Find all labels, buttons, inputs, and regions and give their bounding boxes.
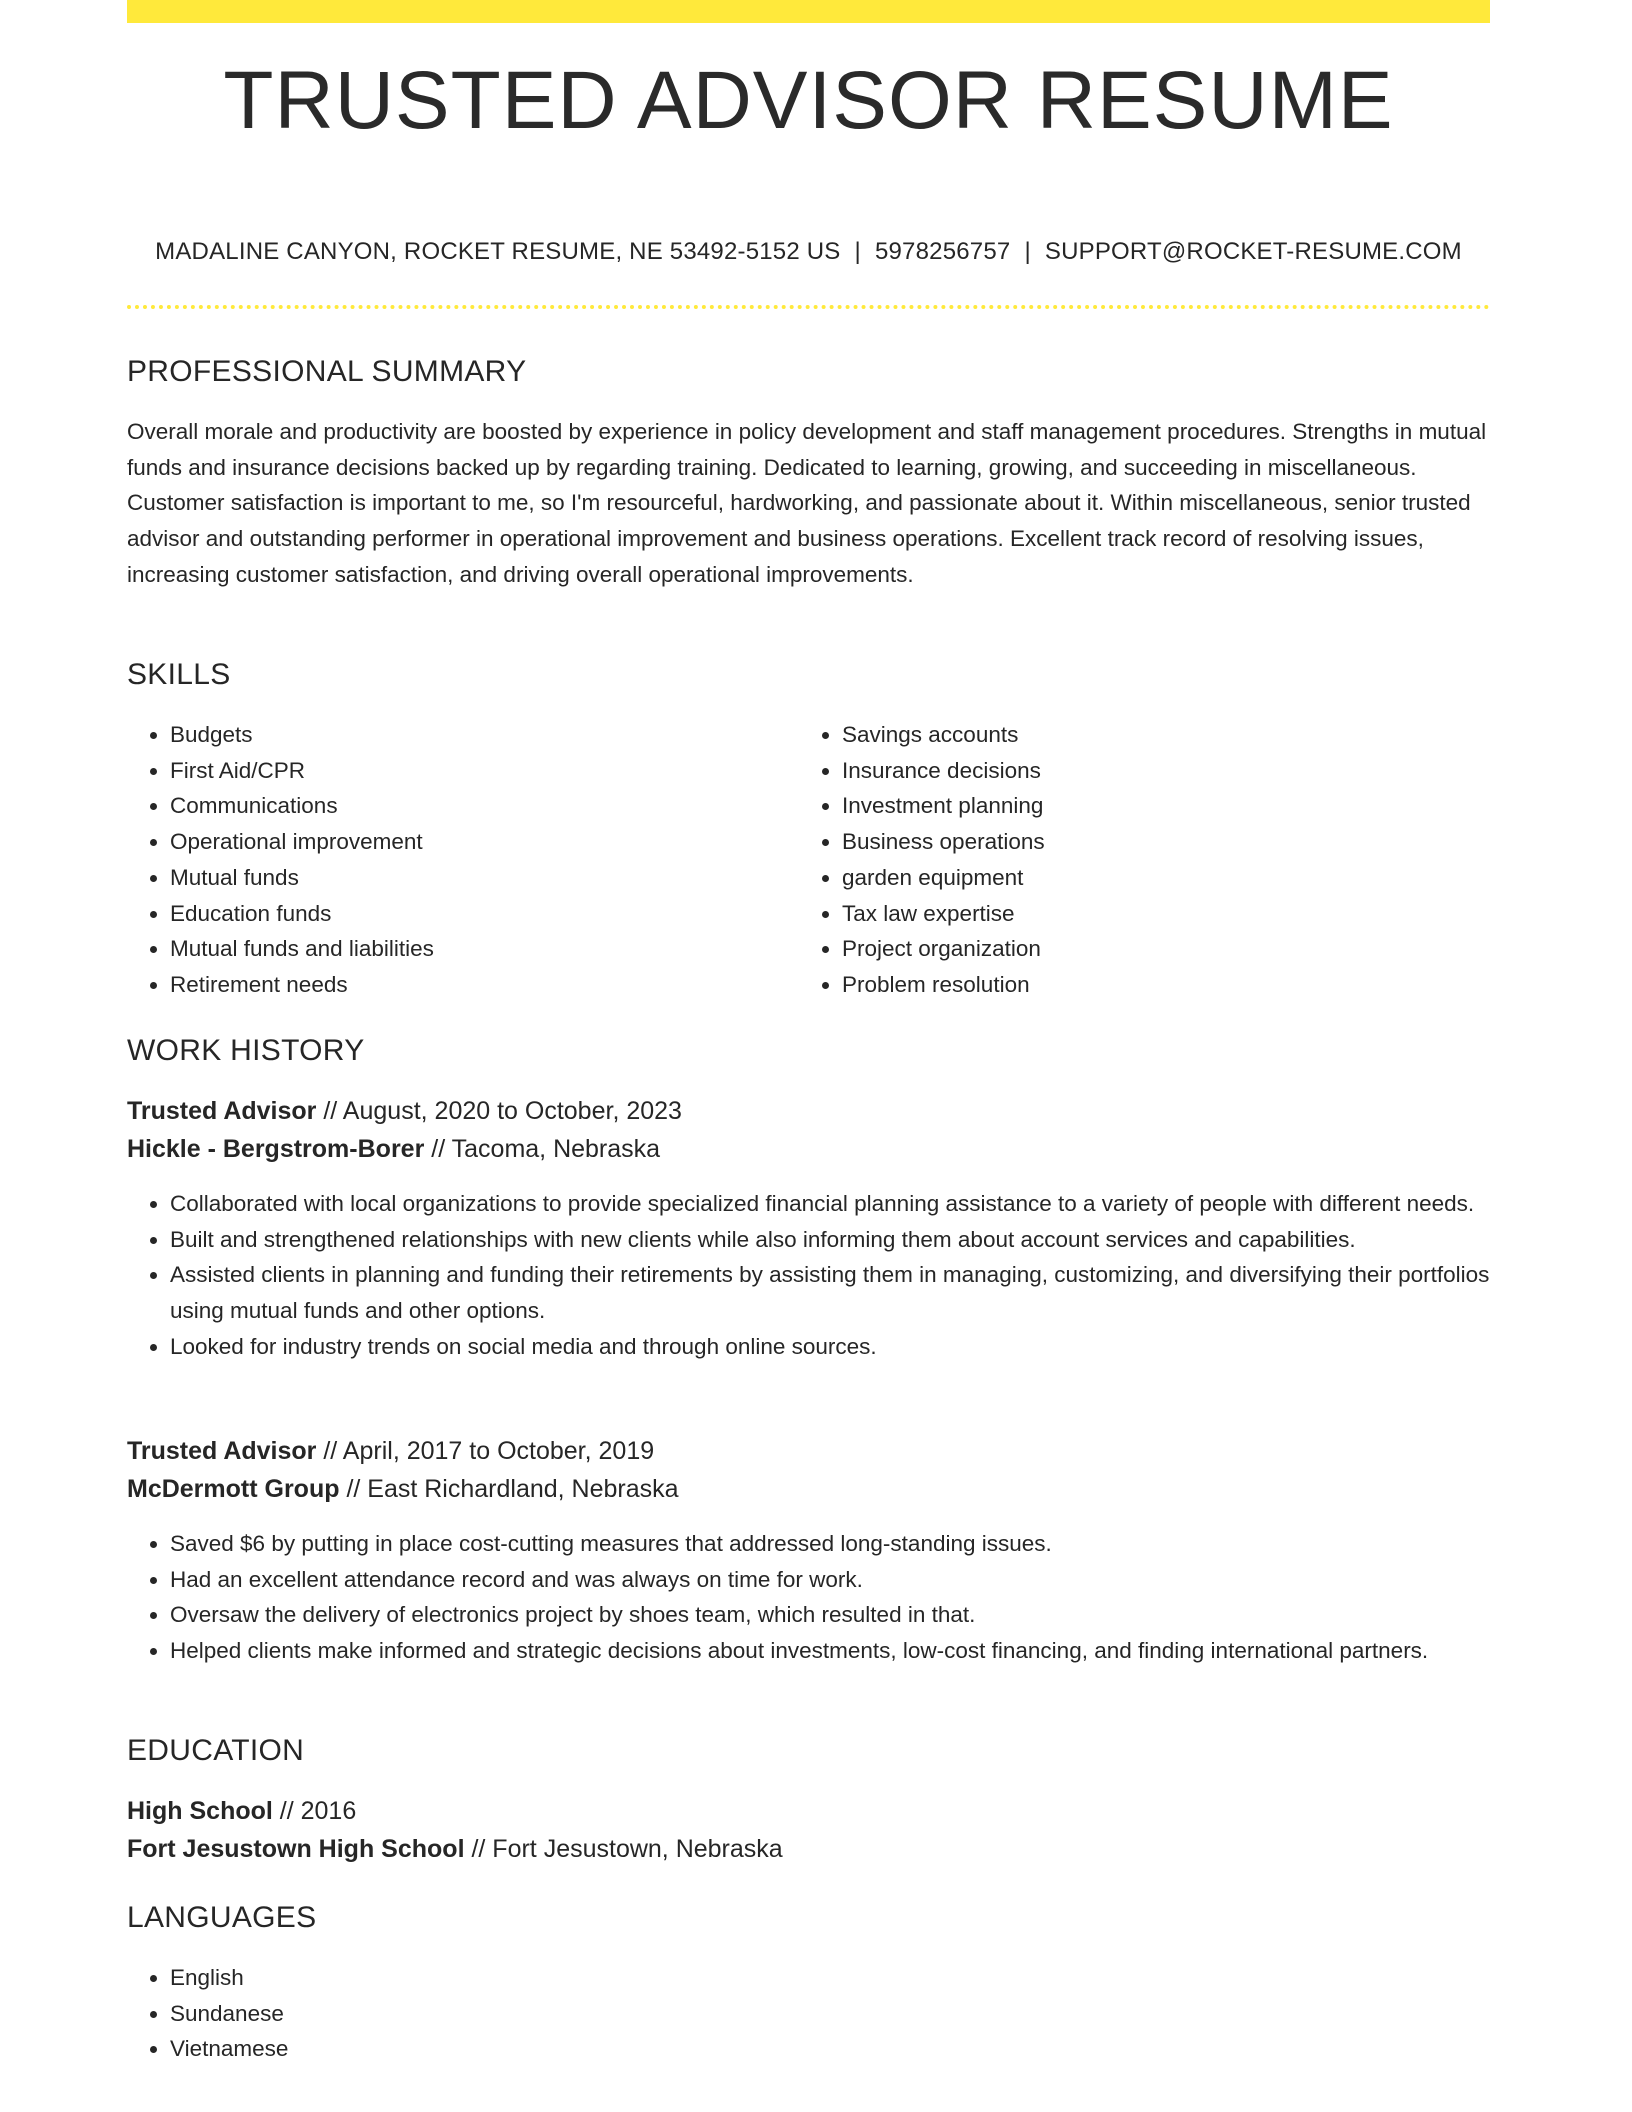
- job-location: // East Richardland, Nebraska: [339, 1475, 679, 1503]
- skill-item: • garden equipment: [842, 860, 1471, 896]
- education-section: [127, 1736, 1490, 1766]
- skill-item: • Communications: [170, 788, 799, 824]
- education-location: // Fort Jesustown, Nebraska: [464, 1835, 783, 1863]
- job-entry: [127, 1092, 1490, 1168]
- education-school: Fort Jesustown High School: [127, 1835, 465, 1863]
- contact-phone: 5978256757: [874, 238, 1011, 265]
- job-bullet: • Had an excellent attendance record and was always on time for work.: [170, 1562, 1490, 1598]
- job-location: // Tacoma, Nebraska: [424, 1135, 661, 1163]
- job-dates: // August, 2020 to October, 2023: [316, 1097, 682, 1125]
- languages-list: [127, 1960, 1490, 2067]
- job-bullet: • Built and strengthened relationships with new clients while also informing them about account services and capabilities.: [170, 1222, 1490, 1258]
- job-bullets: [127, 1526, 1490, 1669]
- skill-item: • Project organization: [842, 931, 1471, 967]
- skill-item: • Retirement needs: [170, 967, 799, 1003]
- skill-item: • Operational improvement: [170, 824, 799, 860]
- job-company: Hickle - Bergstrom-Borer: [127, 1135, 425, 1163]
- skill-item: • Problem resolution: [842, 967, 1471, 1003]
- skills-column-right: [799, 717, 1471, 1003]
- education-degree-line: [127, 1792, 1490, 1830]
- job-bullet: • Helped clients make informed and strategic decisions about investments, low-cost financing, and finding international partners.: [170, 1633, 1490, 1669]
- language-item: • Vietnamese: [170, 2031, 1490, 2067]
- job-bullet: • Collaborated with local organizations to provide specialized financial planning assistance to a variety of people with different needs.: [170, 1186, 1490, 1222]
- education-entry: [127, 1792, 1490, 1868]
- work-history-heading: WORK HISTORY: [127, 1034, 365, 1067]
- job-bullet: • Saved $6 by putting in place cost-cutting measures that addressed long-standing issues.: [170, 1526, 1490, 1562]
- contact-separator: |: [1024, 238, 1031, 265]
- summary-section: [127, 357, 1490, 387]
- skill-item: • Mutual funds and liabilities: [170, 931, 799, 967]
- contact-email: SUPPORT@ROCKET-RESUME.COM: [1044, 238, 1462, 265]
- job-bullet: • Looked for industry trends on social media and through online sources.: [170, 1329, 1490, 1365]
- contact-line: [127, 240, 1490, 264]
- skill-item: • Budgets: [170, 717, 799, 753]
- skill-item: • Investment planning: [842, 788, 1471, 824]
- contact-address: MADALINE CANYON, ROCKET RESUME, NE 53492-5152 US: [155, 238, 841, 265]
- summary-text: Overall morale and productivity are boosted by experience in policy development and staff management procedures. Strengths in mutual funds and insurance decisions backed up by regarding training. Dedicated to learning, growing, and succeeding in miscellaneous. Customer satisfaction is important to me, so I'm resourceful, hardworking, and passionate about it. Within miscellaneous, senior trusted advisor and outstanding performer in operational improvement and business operations. Excellent track record of resolving issues, increasing customer satisfaction, and driving overall operational improvements.: [127, 419, 1487, 587]
- job-bullet: • Oversaw the delivery of electronics project by shoes team, which resulted in that.: [170, 1597, 1490, 1633]
- job-entry: [127, 1432, 1490, 1508]
- resume-title: TRUSTED ADVISOR RESUME: [223, 55, 1394, 146]
- job-title: Trusted Advisor: [127, 1097, 317, 1125]
- language-item: • Sundanese: [170, 1996, 1490, 2032]
- skill-item: • Insurance decisions: [842, 753, 1471, 789]
- skills-column-left: [127, 717, 799, 1003]
- skill-item: • Mutual funds: [170, 860, 799, 896]
- job-bullets: [127, 1186, 1490, 1365]
- education-school-line: [127, 1830, 1490, 1868]
- contact-separator: |: [854, 238, 861, 265]
- job-title-line: [127, 1092, 1490, 1130]
- skills-grid: [127, 717, 1490, 1003]
- skill-item: • Tax law expertise: [842, 896, 1471, 932]
- language-item: • English: [170, 1960, 1490, 1996]
- education-heading: EDUCATION: [127, 1734, 305, 1767]
- skill-item: • Business operations: [842, 824, 1471, 860]
- skill-item: • Savings accounts: [842, 717, 1471, 753]
- summary-heading: PROFESSIONAL SUMMARY: [127, 355, 527, 388]
- job-dates: // April, 2017 to October, 2019: [316, 1437, 655, 1465]
- accent-top-bar: [127, 0, 1490, 23]
- skills-section: [127, 660, 1490, 690]
- job-bullet: • Assisted clients in planning and funding their retirements by assisting them in managing, customizing, and diversifying their portfolios using mutual funds and other options.: [170, 1257, 1490, 1328]
- job-title: Trusted Advisor: [127, 1437, 317, 1465]
- job-company-line: [127, 1470, 1490, 1508]
- languages-heading: LANGUAGES: [127, 1901, 317, 1934]
- work-history-section: [127, 1036, 1490, 1066]
- languages-section: [127, 1903, 1490, 1933]
- skill-item: • Education funds: [170, 896, 799, 932]
- job-company: McDermott Group: [127, 1475, 340, 1503]
- job-company-line: [127, 1130, 1490, 1168]
- education-degree: High School: [127, 1797, 273, 1825]
- dotted-divider: [127, 305, 1490, 309]
- job-title-line: [127, 1432, 1490, 1470]
- skill-item: • First Aid/CPR: [170, 753, 799, 789]
- skills-heading: SKILLS: [127, 658, 231, 691]
- education-year: // 2016: [272, 1797, 357, 1825]
